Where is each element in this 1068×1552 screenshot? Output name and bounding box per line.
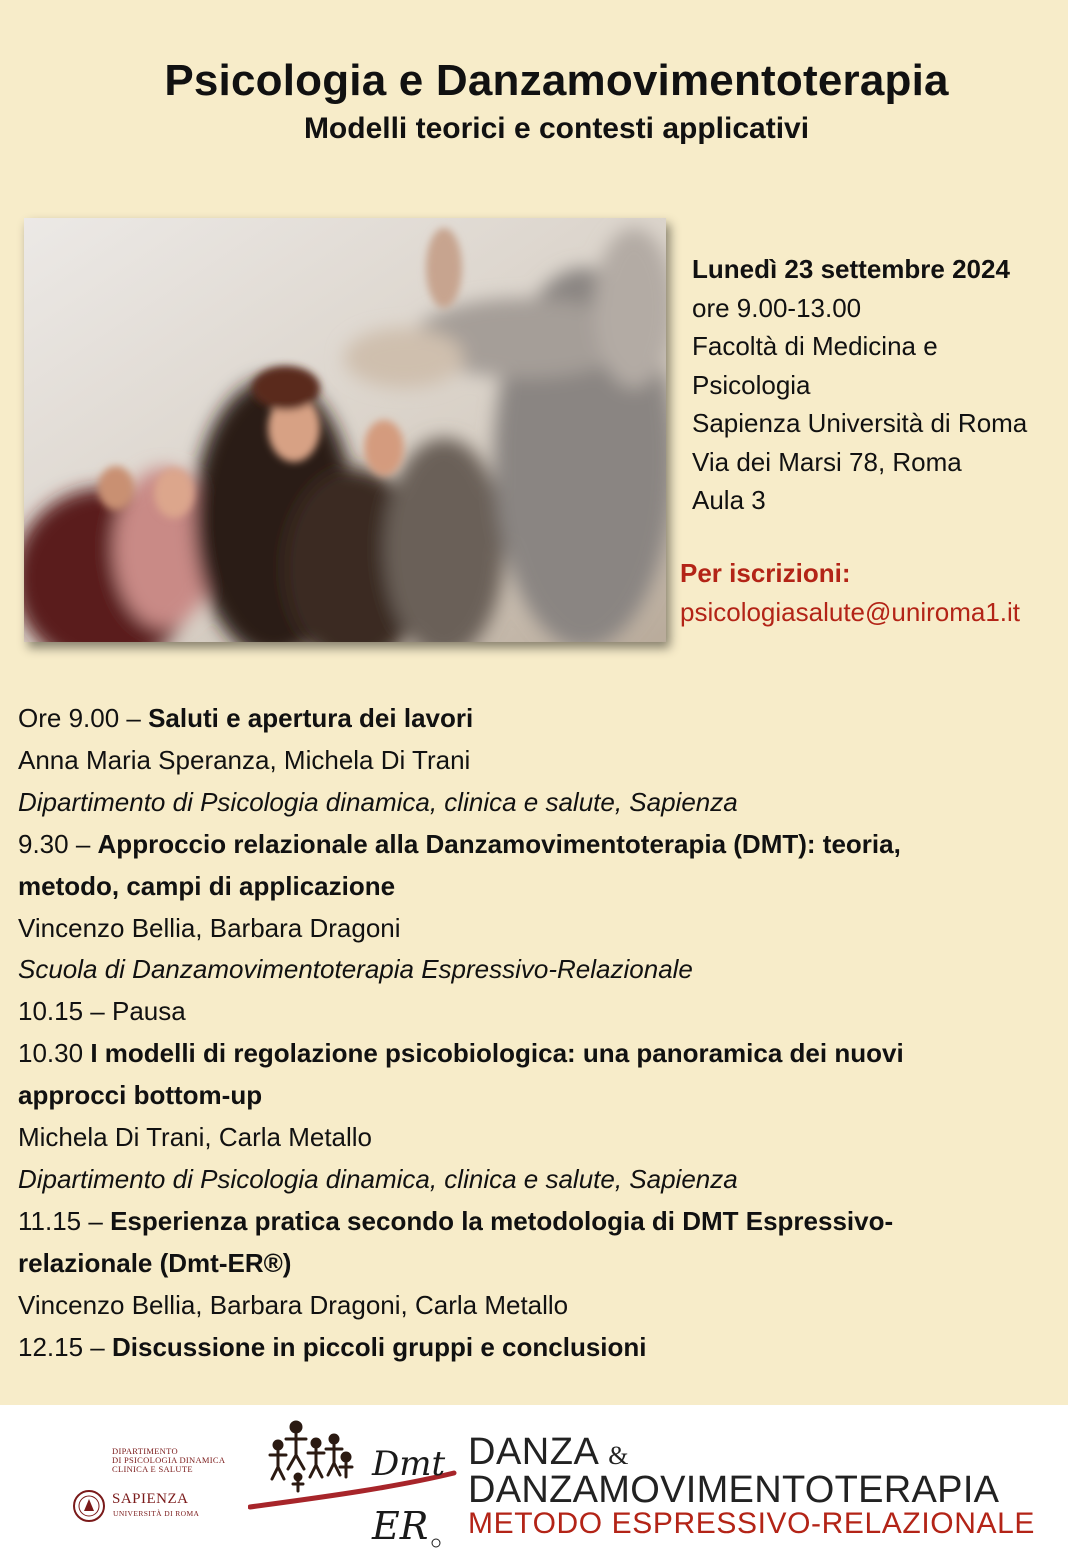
danzamovimentoterapia-heading: DANZAMOVIMENTOTERAPIA (468, 1469, 1000, 1511)
session-speakers: Vincenzo Bellia, Barbara Dragoni (18, 912, 401, 943)
metodo-heading: METODO ESPRESSIVO-RELAZIONALE (468, 1507, 1035, 1540)
session-title-continued: approcci bottom-up (18, 1080, 263, 1111)
session-title-continued: metodo, campi di applicazione (18, 870, 396, 901)
danza-heading (468, 1431, 629, 1473)
danza-ampersand: & (608, 1441, 629, 1470)
event-venue-line2: Psicologia (692, 369, 811, 400)
event-info (692, 250, 1027, 520)
event-university: Sapienza Università di Roma (692, 408, 1028, 438)
session-affiliation: Dipartimento di Psicologia dinamica, clinica e salute, Sapienza (18, 786, 738, 817)
header (0, 56, 1068, 146)
program (18, 698, 1058, 1369)
session-title: Approccio relazionale alla Danzamovimentoterapia (DMT): teoria, (97, 828, 901, 859)
department-logo (112, 1447, 225, 1474)
event-date: Lunedì 23 settembre 2024 (692, 254, 1010, 284)
sapienza-seal-icon (72, 1489, 106, 1528)
session-title: I modelli di regolazione psicobiologica: una panoramica dei nuovi (90, 1038, 904, 1069)
session-title-continued: relazionale (Dmt-ER®) (18, 1247, 292, 1278)
sapienza-name: SAPIENZA (112, 1491, 189, 1507)
program-item-break: 10.15 – Pausa (18, 996, 186, 1027)
dancers-photo-image (24, 218, 666, 642)
department-line1: DIPARTIMENTO (112, 1446, 178, 1456)
dmt-logo-text: Dmt (372, 1444, 446, 1484)
session-speakers: Vincenzo Bellia, Barbara Dragoni, Carla Metallo (18, 1289, 569, 1320)
registration-email[interactable]: psicologiasalute@uniroma1.it (680, 596, 1021, 627)
registration-label: Per iscrizioni: (680, 558, 851, 588)
program-item-opening (18, 698, 1058, 740)
session-time: 12.15 – (18, 1331, 105, 1362)
session-speakers: Anna Maria Speranza, Michela Di Trani (18, 744, 471, 775)
session-title: Discussione in piccoli gruppi e conclusioni (111, 1331, 647, 1362)
session-time: 9.30 – (18, 828, 91, 859)
event-room: Aula 3 (692, 485, 766, 515)
session-time: Ore 9.00 – (18, 703, 141, 733)
sapienza-subtitle: UNIVERSITÀ DI ROMA (113, 1509, 200, 1518)
program-item-practice (18, 1201, 1058, 1243)
dmt-er-logo (248, 1411, 460, 1552)
registration (680, 554, 1020, 631)
session-title: Saluti e apertura dei lavori (148, 703, 474, 733)
program-item-discussion (18, 1327, 1058, 1369)
session-time: 11.15 – (18, 1205, 103, 1236)
event-address: Via dei Marsi 78, Roma (692, 446, 962, 477)
session-time: 10.30 (18, 1038, 84, 1069)
department-line2: DI PSICOLOGIA DINAMICA (112, 1455, 226, 1465)
event-venue-line1: Facoltà di Medicina e (692, 331, 938, 361)
er-logo-text: ER (372, 1504, 429, 1548)
page-subtitle: Modelli teorici e contesti applicativi (303, 112, 810, 145)
session-speakers: Michela Di Trani, Carla Metallo (18, 1122, 373, 1153)
footer-logos (0, 1405, 1068, 1552)
session-affiliation: Dipartimento di Psicologia dinamica, clinica e salute, Sapienza (18, 1163, 738, 1194)
department-line3: CLINICA E SALUTE (112, 1464, 193, 1474)
session-title: Esperienza pratica secondo la metodologia di DMT Espressivo- (110, 1205, 894, 1236)
event-hours: ore 9.00-13.00 (692, 292, 862, 323)
program-item-regulation-models (18, 1033, 1058, 1075)
page-title: Psicologia e Danzamovimentoterapia (164, 56, 949, 105)
danza-line1: DANZA (468, 1431, 598, 1473)
dancers-photo (24, 218, 666, 642)
session-affiliation: Scuola di Danzamovimentoterapia Espressivo-Relazionale (18, 954, 693, 985)
program-item-dmt-approach (18, 824, 1058, 866)
